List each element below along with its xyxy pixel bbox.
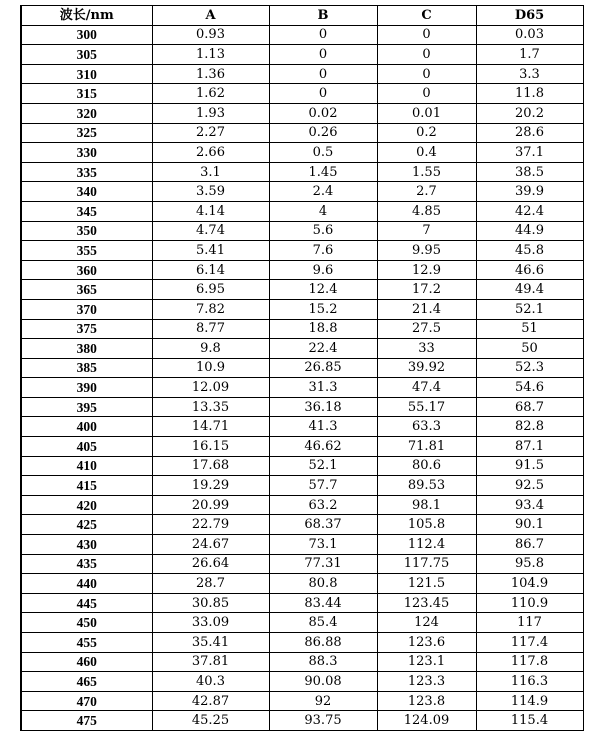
cell-d65: 87.1: [476, 437, 583, 457]
cell-a: 14.71: [152, 417, 269, 437]
cell-d65: 51: [476, 319, 583, 339]
cell-d65: 44.9: [476, 221, 583, 241]
table-row: [21, 495, 583, 515]
table-row: [21, 64, 583, 84]
table-row: [21, 593, 583, 613]
cell-d65: 38.5: [476, 162, 583, 182]
cell-b: 83.44: [269, 593, 377, 613]
table-row: [21, 456, 583, 476]
cell-wavelength: 455: [21, 633, 152, 653]
table-row: [21, 417, 583, 437]
cell-a: 1.36: [152, 64, 269, 84]
cell-a: 1.93: [152, 103, 269, 123]
cell-wavelength: 355: [21, 241, 152, 261]
cell-c: 0.4: [377, 143, 476, 163]
table-row: [21, 691, 583, 711]
table-row: [21, 182, 583, 202]
table-row: [21, 358, 583, 378]
cell-wavelength: 375: [21, 319, 152, 339]
cell-b: 26.85: [269, 358, 377, 378]
cell-c: 123.45: [377, 593, 476, 613]
header-illuminant-b: B: [269, 6, 377, 26]
cell-c: 39.92: [377, 358, 476, 378]
cell-a: 33.09: [152, 613, 269, 633]
cell-d65: 68.7: [476, 397, 583, 417]
cell-d65: 54.6: [476, 378, 583, 398]
cell-wavelength: 415: [21, 476, 152, 496]
cell-d65: 28.6: [476, 123, 583, 143]
cell-a: 9.8: [152, 339, 269, 359]
cell-c: 123.8: [377, 691, 476, 711]
cell-wavelength: 365: [21, 280, 152, 300]
cell-wavelength: 360: [21, 260, 152, 280]
cell-wavelength: 395: [21, 397, 152, 417]
cell-b: 5.6: [269, 221, 377, 241]
cell-a: 19.29: [152, 476, 269, 496]
table-row: [21, 515, 583, 535]
cell-wavelength: 405: [21, 437, 152, 457]
cell-b: 88.3: [269, 652, 377, 672]
cell-b: 0: [269, 84, 377, 104]
cell-a: 26.64: [152, 554, 269, 574]
cell-a: 12.09: [152, 378, 269, 398]
cell-wavelength: 465: [21, 672, 152, 692]
cell-a: 2.66: [152, 143, 269, 163]
table-row: [21, 103, 583, 123]
table-row: [21, 574, 583, 594]
cell-b: 85.4: [269, 613, 377, 633]
cell-c: 27.5: [377, 319, 476, 339]
cell-wavelength: 335: [21, 162, 152, 182]
cell-wavelength: 370: [21, 299, 152, 319]
cell-wavelength: 400: [21, 417, 152, 437]
cell-b: 41.3: [269, 417, 377, 437]
cell-a: 22.79: [152, 515, 269, 535]
cell-a: 10.9: [152, 358, 269, 378]
cell-c: 63.3: [377, 417, 476, 437]
cell-wavelength: 300: [21, 25, 152, 45]
cell-d65: 95.8: [476, 554, 583, 574]
table-row: [21, 299, 583, 319]
cell-b: 18.8: [269, 319, 377, 339]
cell-d65: 117.8: [476, 652, 583, 672]
table-row: [21, 554, 583, 574]
cell-c: 124: [377, 613, 476, 633]
cell-c: 123.1: [377, 652, 476, 672]
table-row: [21, 123, 583, 143]
cell-d65: 92.5: [476, 476, 583, 496]
cell-a: 0.93: [152, 25, 269, 45]
cell-d65: 49.4: [476, 280, 583, 300]
cell-a: 3.59: [152, 182, 269, 202]
cell-b: 68.37: [269, 515, 377, 535]
cell-b: 12.4: [269, 280, 377, 300]
cell-a: 16.15: [152, 437, 269, 457]
cell-a: 6.14: [152, 260, 269, 280]
cell-c: 123.3: [377, 672, 476, 692]
cell-b: 36.18: [269, 397, 377, 417]
cell-d65: 117: [476, 613, 583, 633]
cell-a: 6.95: [152, 280, 269, 300]
table-row: [21, 162, 583, 182]
cell-c: 124.09: [377, 711, 476, 731]
cell-d65: 37.1: [476, 143, 583, 163]
cell-d65: 46.6: [476, 260, 583, 280]
cell-c: 47.4: [377, 378, 476, 398]
header-illuminant-c: C: [377, 6, 476, 26]
cell-a: 13.35: [152, 397, 269, 417]
cell-c: 112.4: [377, 535, 476, 555]
cell-c: 17.2: [377, 280, 476, 300]
cell-a: 20.99: [152, 495, 269, 515]
cell-c: 89.53: [377, 476, 476, 496]
cell-a: 28.7: [152, 574, 269, 594]
cell-b: 90.08: [269, 672, 377, 692]
cell-b: 73.1: [269, 535, 377, 555]
cell-c: 55.17: [377, 397, 476, 417]
table-row: [21, 476, 583, 496]
cell-d65: 11.8: [476, 84, 583, 104]
cell-d65: 86.7: [476, 535, 583, 555]
cell-d65: 117.4: [476, 633, 583, 653]
cell-c: 4.85: [377, 201, 476, 221]
cell-wavelength: 350: [21, 221, 152, 241]
cell-c: 9.95: [377, 241, 476, 261]
cell-a: 7.82: [152, 299, 269, 319]
cell-c: 0.2: [377, 123, 476, 143]
cell-d65: 90.1: [476, 515, 583, 535]
cell-c: 71.81: [377, 437, 476, 457]
cell-b: 0.02: [269, 103, 377, 123]
cell-wavelength: 325: [21, 123, 152, 143]
cell-b: 92: [269, 691, 377, 711]
cell-wavelength: 445: [21, 593, 152, 613]
cell-d65: 114.9: [476, 691, 583, 711]
cell-wavelength: 475: [21, 711, 152, 731]
cell-b: 1.45: [269, 162, 377, 182]
cell-d65: 104.9: [476, 574, 583, 594]
cell-c: 0: [377, 64, 476, 84]
table-row: [21, 319, 583, 339]
cell-d65: 52.1: [476, 299, 583, 319]
cell-b: 2.4: [269, 182, 377, 202]
cell-d65: 110.9: [476, 593, 583, 613]
cell-a: 30.85: [152, 593, 269, 613]
cell-d65: 50: [476, 339, 583, 359]
cell-d65: 20.2: [476, 103, 583, 123]
cell-b: 15.2: [269, 299, 377, 319]
cell-d65: 115.4: [476, 711, 583, 731]
cell-c: 1.55: [377, 162, 476, 182]
cell-b: 0: [269, 64, 377, 84]
cell-a: 40.3: [152, 672, 269, 692]
table-row: [21, 378, 583, 398]
cell-wavelength: 315: [21, 84, 152, 104]
cell-c: 121.5: [377, 574, 476, 594]
cell-a: 45.25: [152, 711, 269, 731]
cell-wavelength: 460: [21, 652, 152, 672]
cell-c: 80.6: [377, 456, 476, 476]
cell-b: 0: [269, 45, 377, 65]
cell-b: 0.26: [269, 123, 377, 143]
cell-a: 3.1: [152, 162, 269, 182]
table-row: [21, 84, 583, 104]
cell-wavelength: 430: [21, 535, 152, 555]
cell-wavelength: 425: [21, 515, 152, 535]
table-row: [21, 25, 583, 45]
cell-d65: 93.4: [476, 495, 583, 515]
cell-wavelength: 420: [21, 495, 152, 515]
cell-a: 35.41: [152, 633, 269, 653]
cell-b: 7.6: [269, 241, 377, 261]
cell-wavelength: 380: [21, 339, 152, 359]
cell-c: 0: [377, 25, 476, 45]
cell-a: 8.77: [152, 319, 269, 339]
table-body: [21, 25, 583, 730]
cell-b: 46.62: [269, 437, 377, 457]
cell-d65: 45.8: [476, 241, 583, 261]
cell-d65: 91.5: [476, 456, 583, 476]
cell-wavelength: 435: [21, 554, 152, 574]
cell-b: 86.88: [269, 633, 377, 653]
cell-a: 2.27: [152, 123, 269, 143]
cell-b: 77.31: [269, 554, 377, 574]
cell-wavelength: 470: [21, 691, 152, 711]
cell-a: 4.74: [152, 221, 269, 241]
cell-d65: 42.4: [476, 201, 583, 221]
cell-c: 98.1: [377, 495, 476, 515]
table-row: [21, 201, 583, 221]
cell-wavelength: 345: [21, 201, 152, 221]
table-row: [21, 339, 583, 359]
table-row: [21, 633, 583, 653]
cell-wavelength: 385: [21, 358, 152, 378]
cell-b: 80.8: [269, 574, 377, 594]
cell-b: 93.75: [269, 711, 377, 731]
cell-wavelength: 440: [21, 574, 152, 594]
cell-wavelength: 340: [21, 182, 152, 202]
cell-a: 1.13: [152, 45, 269, 65]
cell-a: 42.87: [152, 691, 269, 711]
cell-d65: 116.3: [476, 672, 583, 692]
cell-b: 52.1: [269, 456, 377, 476]
table-row: [21, 45, 583, 65]
table-row: [21, 711, 583, 731]
header-row: [21, 6, 583, 26]
table-row: [21, 280, 583, 300]
table-row: [21, 397, 583, 417]
table-row: [21, 535, 583, 555]
cell-b: 63.2: [269, 495, 377, 515]
cell-wavelength: 410: [21, 456, 152, 476]
cell-c: 105.8: [377, 515, 476, 535]
cell-wavelength: 390: [21, 378, 152, 398]
cell-d65: 1.7: [476, 45, 583, 65]
header-illuminant-a: A: [152, 6, 269, 26]
cell-wavelength: 310: [21, 64, 152, 84]
cell-d65: 39.9: [476, 182, 583, 202]
table-row: [21, 221, 583, 241]
table-row: [21, 613, 583, 633]
cell-c: 117.75: [377, 554, 476, 574]
cell-wavelength: 330: [21, 143, 152, 163]
cell-wavelength: 320: [21, 103, 152, 123]
cell-c: 0: [377, 84, 476, 104]
cell-b: 57.7: [269, 476, 377, 496]
cell-c: 12.9: [377, 260, 476, 280]
table-row: [21, 437, 583, 457]
cell-c: 123.6: [377, 633, 476, 653]
cell-b: 9.6: [269, 260, 377, 280]
cell-a: 24.67: [152, 535, 269, 555]
table-row: [21, 260, 583, 280]
cell-d65: 3.3: [476, 64, 583, 84]
cell-a: 1.62: [152, 84, 269, 104]
table-row: [21, 241, 583, 261]
cell-a: 17.68: [152, 456, 269, 476]
cell-a: 37.81: [152, 652, 269, 672]
cell-b: 4: [269, 201, 377, 221]
cell-c: 0.01: [377, 103, 476, 123]
header-illuminant-d65: D65: [476, 6, 583, 26]
cell-d65: 82.8: [476, 417, 583, 437]
cell-a: 4.14: [152, 201, 269, 221]
cell-wavelength: 450: [21, 613, 152, 633]
table-row: [21, 143, 583, 163]
cell-b: 22.4: [269, 339, 377, 359]
cell-c: 2.7: [377, 182, 476, 202]
header-wavelength: 波长/nm: [21, 6, 152, 26]
cell-wavelength: 305: [21, 45, 152, 65]
cell-b: 0: [269, 25, 377, 45]
table-row: [21, 672, 583, 692]
cell-c: 7: [377, 221, 476, 241]
cell-d65: 0.03: [476, 25, 583, 45]
cell-d65: 52.3: [476, 358, 583, 378]
cell-a: 5.41: [152, 241, 269, 261]
spectral-power-table: [20, 5, 584, 731]
cell-c: 33: [377, 339, 476, 359]
cell-c: 0: [377, 45, 476, 65]
cell-b: 31.3: [269, 378, 377, 398]
table-row: [21, 652, 583, 672]
cell-b: 0.5: [269, 143, 377, 163]
cell-c: 21.4: [377, 299, 476, 319]
